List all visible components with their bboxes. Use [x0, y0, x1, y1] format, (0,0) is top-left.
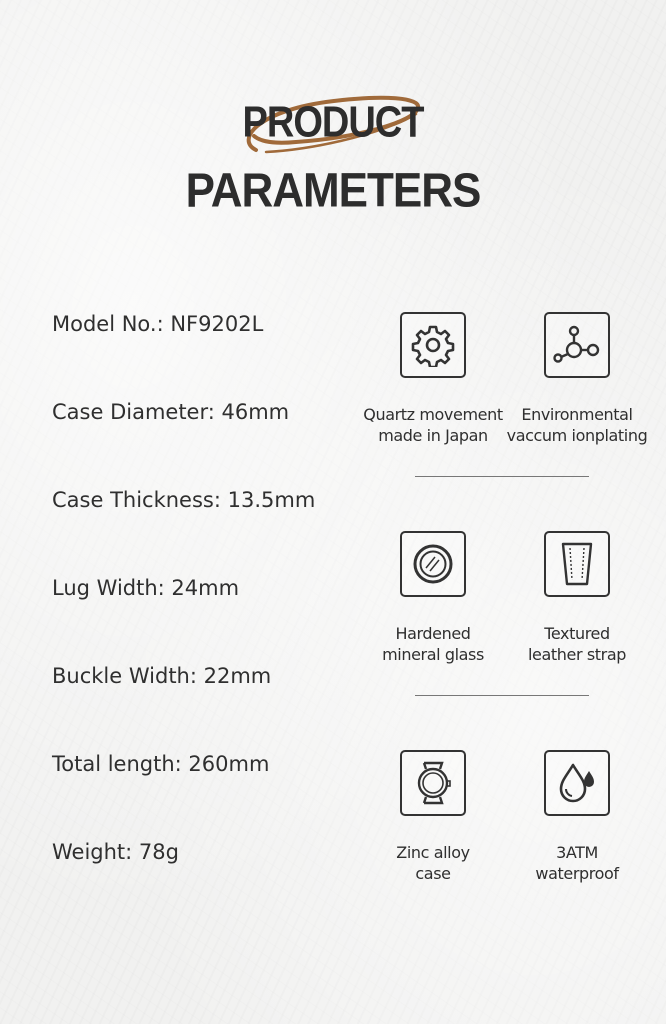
gear-icon — [411, 323, 455, 367]
feature-label-line1: Zinc alloy — [396, 843, 470, 862]
feature-leather-strap — [497, 531, 657, 665]
feature-mineral-glass — [353, 531, 513, 665]
feature-divider — [415, 476, 589, 477]
spec-weight: Weight: 78g — [52, 840, 179, 864]
glass-icon — [411, 542, 455, 586]
feature-label-line1: Hardened — [395, 624, 471, 643]
feature-label — [353, 404, 513, 446]
spec-buckle-width: Buckle Width: 22mm — [52, 664, 272, 688]
strap-icon — [555, 540, 599, 588]
feature-label-line1: Environmental — [521, 405, 633, 424]
feature-label-line2: mineral glass — [382, 645, 484, 664]
feature-label — [497, 404, 657, 446]
feature-label — [353, 623, 513, 665]
gear-icon-box — [400, 312, 466, 378]
feature-label-line2: leather strap — [528, 645, 626, 664]
feature-divider — [415, 695, 589, 696]
title-line-parameters: PARAMETERS — [185, 163, 481, 218]
feature-quartz-movement — [353, 312, 513, 446]
title-line-product: PRODUCT — [242, 98, 424, 148]
feature-label-line2: made in Japan — [378, 426, 488, 445]
strap-icon-box — [544, 531, 610, 597]
spec-lug-width: Lug Width: 24mm — [52, 576, 240, 600]
water-drop-icon — [553, 759, 601, 807]
feature-ionplating — [497, 312, 657, 446]
spec-case-thickness: Case Thickness: 13.5mm — [52, 488, 316, 512]
watch-case-icon — [411, 757, 455, 809]
page-title — [0, 92, 666, 222]
feature-zinc-alloy-case — [353, 750, 513, 884]
spec-case-diameter: Case Diameter: 46mm — [52, 400, 290, 424]
feature-label-line2: case — [415, 864, 451, 883]
feature-label — [497, 623, 657, 665]
feature-label-line1: 3ATM — [556, 843, 598, 862]
feature-label — [353, 842, 513, 884]
glass-icon-box — [400, 531, 466, 597]
spec-total-length: Total length: 260mm — [52, 752, 270, 776]
feature-label-line1: Textured — [544, 624, 610, 643]
feature-label — [497, 842, 657, 884]
molecule-icon — [552, 323, 602, 367]
feature-label-line1: Quartz movement — [363, 405, 503, 424]
molecule-icon-box — [544, 312, 610, 378]
feature-label-line2: waterproof — [535, 864, 619, 883]
water-drop-icon-box — [544, 750, 610, 816]
watch-case-icon-box — [400, 750, 466, 816]
feature-waterproof — [497, 750, 657, 884]
spec-model: Model No.: NF9202L — [52, 312, 264, 336]
feature-label-line2: vaccum ionplating — [506, 426, 648, 445]
